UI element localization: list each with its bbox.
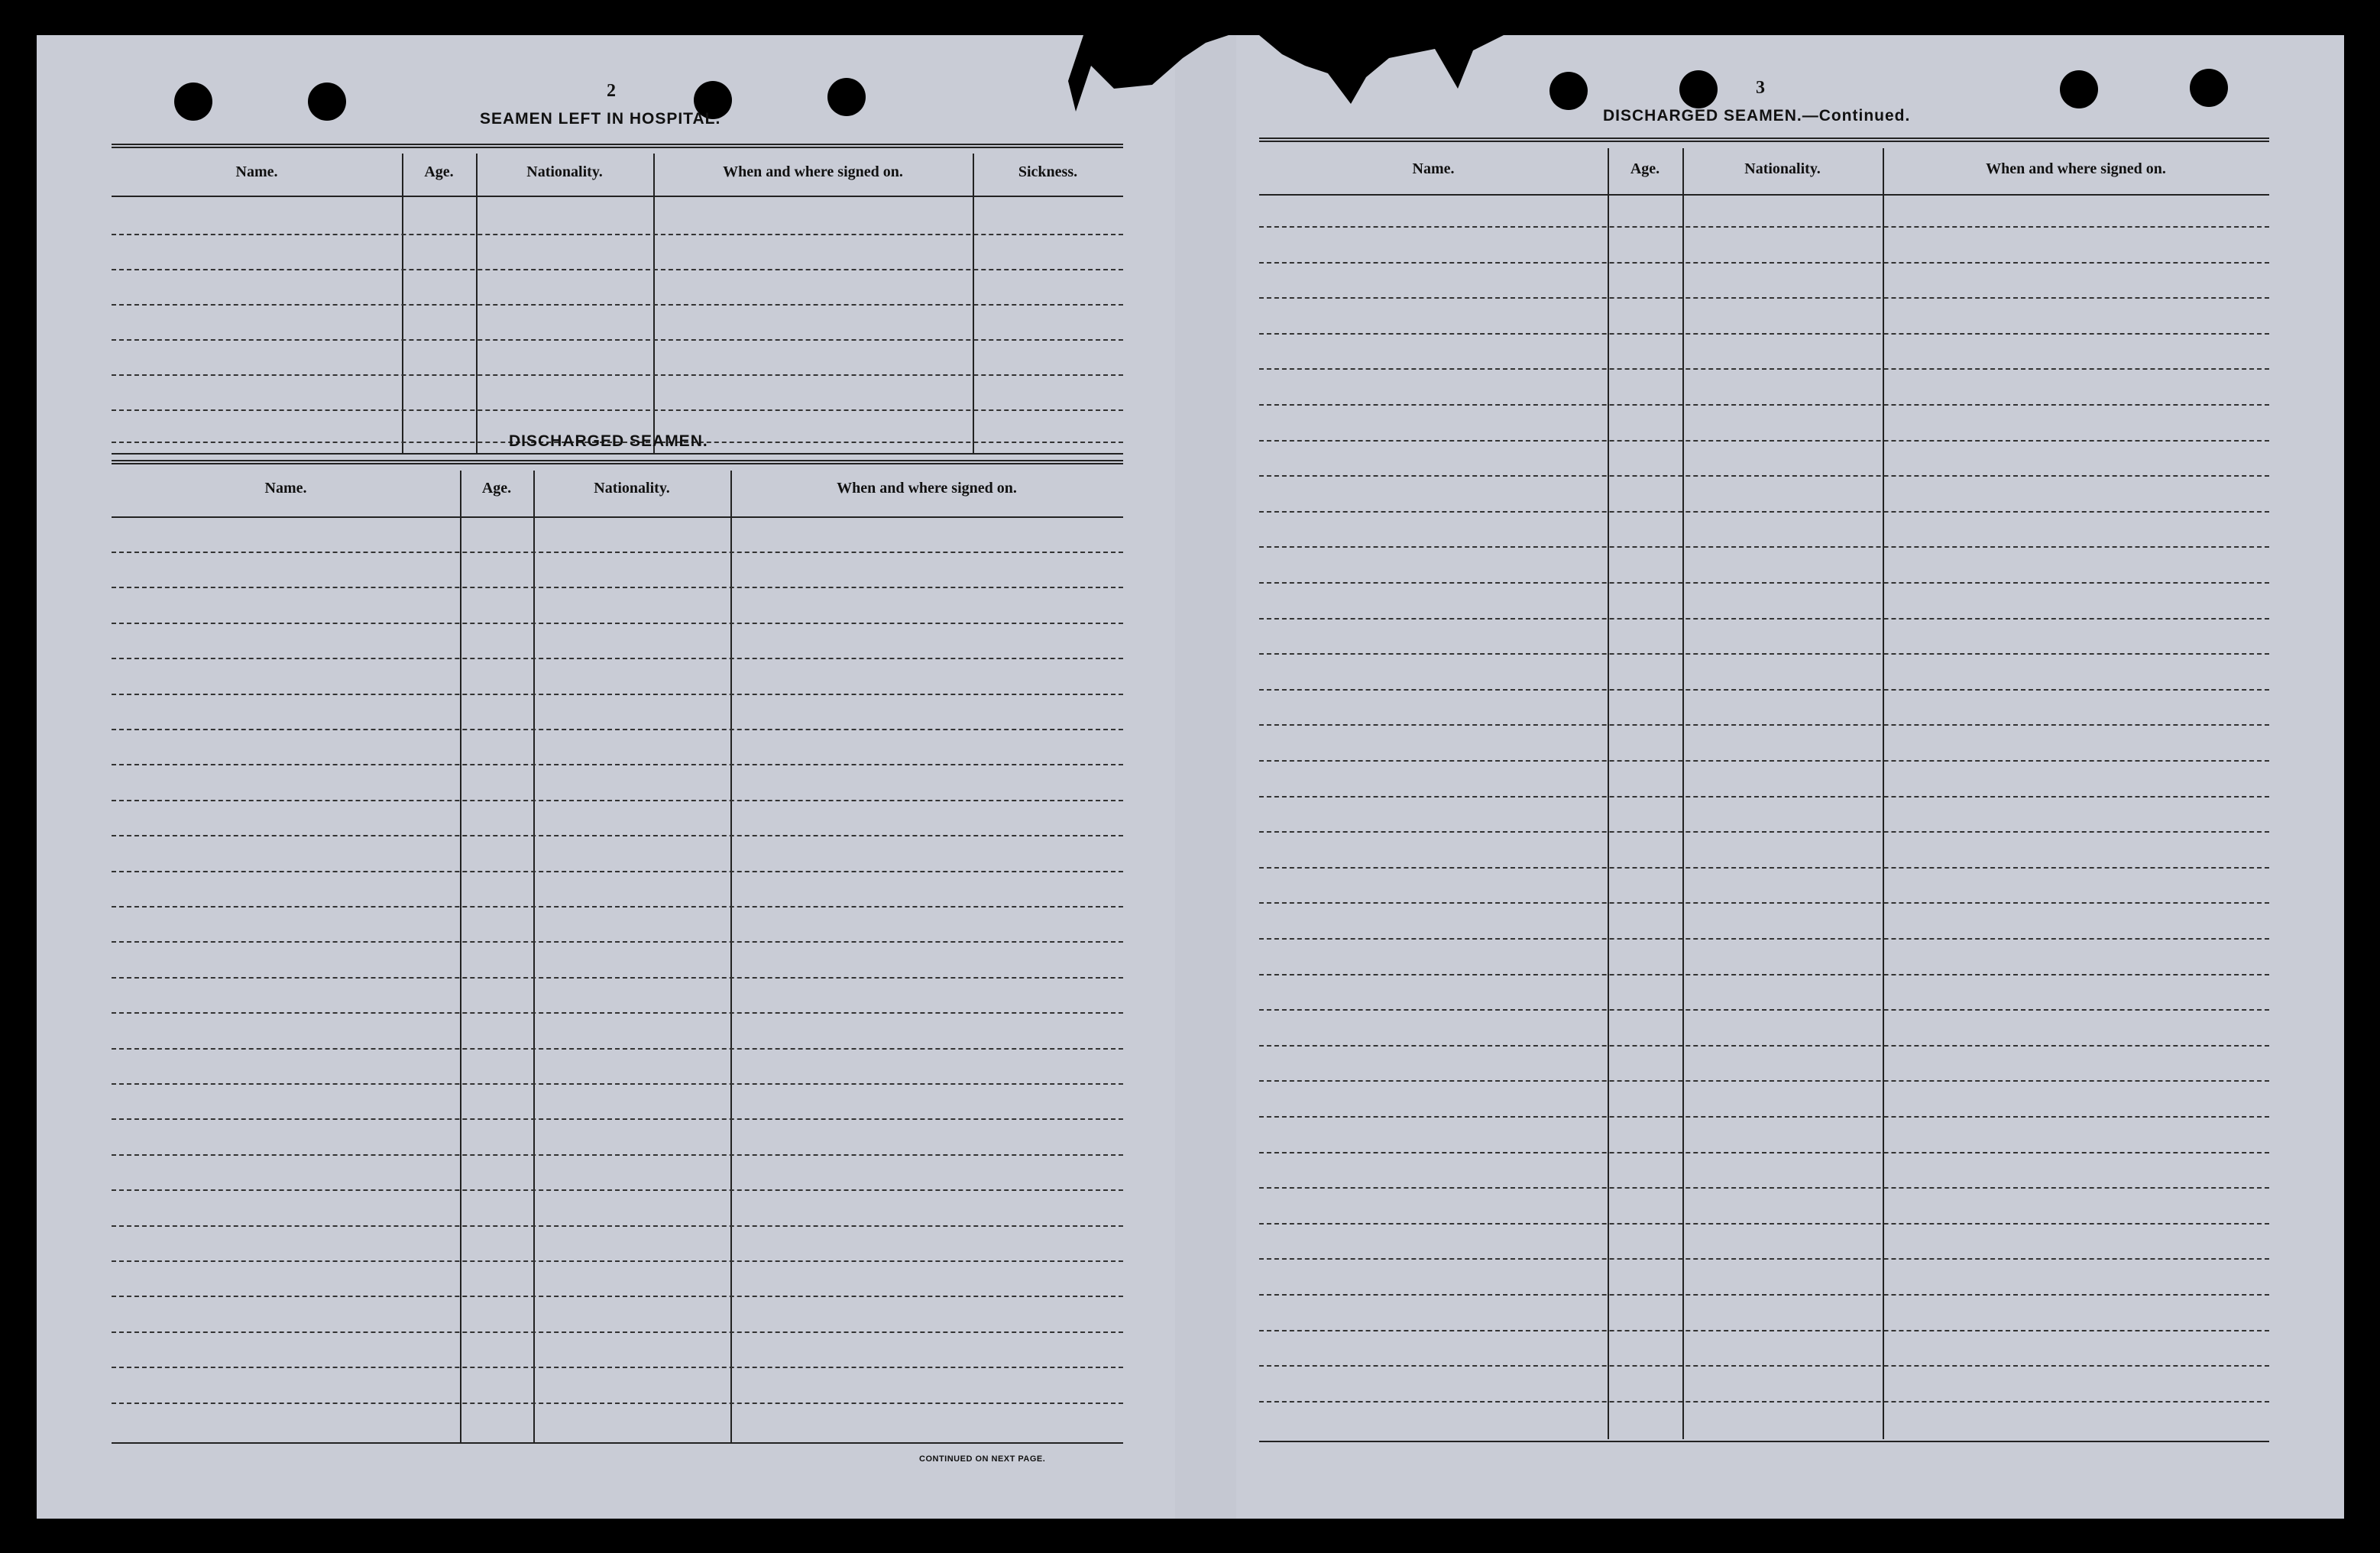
hospital-row-line — [112, 234, 1123, 235]
table-row-line — [112, 729, 1123, 730]
table-row-line — [1259, 546, 2269, 548]
hospital-col-name: Name. — [235, 163, 278, 180]
right-col-name: Name. — [1412, 160, 1455, 177]
hospital-table-bottom-rule — [112, 453, 1123, 455]
punch-hole — [1679, 70, 1718, 108]
continued-note: CONTINUED ON NEXT PAGE. — [919, 1454, 1046, 1464]
hospital-col-divider — [653, 154, 655, 453]
right-col-divider — [1883, 148, 1884, 1439]
table-row-line — [1259, 1045, 2269, 1047]
right-table-bottom-rule — [1259, 1441, 2269, 1442]
table-row-line — [1259, 368, 2269, 370]
discharged-table-bottom-rule — [112, 1442, 1123, 1444]
table-row-line — [1259, 404, 2269, 406]
table-row-line — [1259, 618, 2269, 620]
table-row-line — [112, 800, 1123, 801]
table-row-line — [1259, 760, 2269, 762]
discharged-section-title: DISCHARGED SEAMEN. — [509, 432, 708, 450]
table-row-line — [112, 1403, 1123, 1404]
table-row-line — [112, 1189, 1123, 1191]
hospital-row-line — [112, 409, 1123, 411]
punch-hole — [308, 83, 346, 121]
table-row-line — [112, 977, 1123, 979]
discharged-header-rule — [112, 516, 1123, 518]
hospital-row-line — [112, 304, 1123, 306]
table-row-line — [1259, 831, 2269, 833]
table-row-line — [1259, 902, 2269, 904]
table-row-line — [112, 1048, 1123, 1050]
discharged-col-signed-on: When and where signed on. — [837, 480, 1017, 497]
table-row-line — [112, 1296, 1123, 1297]
table-row-line — [1259, 1116, 2269, 1118]
right-header-rule — [1259, 194, 2269, 196]
hospital-row-line — [112, 269, 1123, 270]
punch-hole — [2060, 70, 2098, 108]
table-row-line — [112, 1331, 1123, 1333]
table-row-line — [1259, 226, 2269, 228]
right-col-divider — [1608, 148, 1609, 1439]
discharged-continued-title: DISCHARGED SEAMEN.—Continued. — [1603, 107, 1911, 125]
punch-hole — [827, 78, 866, 116]
hospital-col-divider — [973, 154, 974, 453]
table-row-line — [112, 764, 1123, 765]
table-row-line — [1259, 1294, 2269, 1296]
torn-edge — [1030, 35, 1504, 119]
table-row-line — [112, 552, 1123, 553]
right-col-signed-on: When and where signed on. — [1986, 160, 2166, 177]
hospital-col-signed-on: When and where signed on. — [723, 163, 903, 180]
table-row-line — [112, 587, 1123, 588]
hospital-col-sickness: Sickness. — [1018, 163, 1078, 180]
page-number-left: 2 — [607, 81, 616, 101]
table-row-line — [112, 623, 1123, 624]
page-gutter — [1175, 35, 1236, 1519]
punch-hole — [2190, 69, 2228, 107]
hospital-col-divider — [402, 154, 403, 453]
table-row-line — [1259, 440, 2269, 442]
table-row-line — [1259, 1187, 2269, 1189]
table-row-line — [1259, 297, 2269, 299]
discharged-col-nationality: Nationality. — [594, 480, 670, 497]
hospital-col-age: Age. — [424, 163, 454, 180]
hospital-row-line — [112, 339, 1123, 341]
right-col-nationality: Nationality. — [1744, 160, 1821, 177]
table-row-line — [1259, 1258, 2269, 1260]
table-row-line — [1259, 262, 2269, 264]
hospital-col-divider — [476, 154, 478, 453]
table-row-line — [1259, 653, 2269, 655]
table-row-line — [112, 1118, 1123, 1120]
table-row-line — [112, 871, 1123, 872]
table-row-line — [1259, 333, 2269, 335]
discharged-col-age: Age. — [481, 480, 512, 497]
table-row-line — [1259, 1152, 2269, 1153]
table-row-line — [1259, 1223, 2269, 1225]
table-row-line — [1259, 1365, 2269, 1367]
table-row-line — [1259, 582, 2269, 584]
table-row-line — [112, 906, 1123, 908]
table-row-line — [112, 1012, 1123, 1014]
hospital-table-top-rule — [112, 144, 1123, 148]
manifest-sheet — [37, 35, 2344, 1519]
table-row-line — [112, 1260, 1123, 1262]
table-row-line — [1259, 867, 2269, 869]
hospital-col-nationality: Nationality. — [526, 163, 603, 180]
table-row-line — [112, 941, 1123, 943]
table-row-line — [112, 694, 1123, 695]
discharged-col-name: Name. — [264, 480, 307, 497]
hospital-section-title: SEAMEN LEFT IN HOSPITAL. — [480, 110, 721, 128]
table-row-line — [1259, 1330, 2269, 1331]
right-col-age: Age. — [1630, 160, 1660, 177]
table-row-line — [1259, 938, 2269, 940]
table-row-line — [1259, 796, 2269, 798]
hospital-row-line — [112, 374, 1123, 376]
hospital-header-rule — [112, 196, 1123, 197]
page-number-right: 3 — [1756, 78, 1765, 98]
table-row-line — [112, 1225, 1123, 1227]
table-row-line — [1259, 511, 2269, 513]
discharged-table-top-rule — [112, 460, 1123, 464]
table-row-line — [112, 835, 1123, 836]
table-row-line — [1259, 689, 2269, 691]
table-row-line — [1259, 1401, 2269, 1403]
punch-hole — [1549, 72, 1588, 110]
right-col-divider — [1682, 148, 1684, 1439]
table-row-line — [1259, 475, 2269, 477]
table-row-line — [1259, 974, 2269, 975]
table-row-line — [1259, 724, 2269, 726]
table-row-line — [112, 1367, 1123, 1368]
punch-hole — [174, 83, 212, 121]
right-table-top-rule — [1259, 138, 2269, 142]
table-row-line — [1259, 1080, 2269, 1082]
table-row-line — [112, 658, 1123, 659]
table-row-line — [1259, 1009, 2269, 1011]
table-row-line — [112, 1083, 1123, 1085]
table-row-line — [112, 1154, 1123, 1156]
